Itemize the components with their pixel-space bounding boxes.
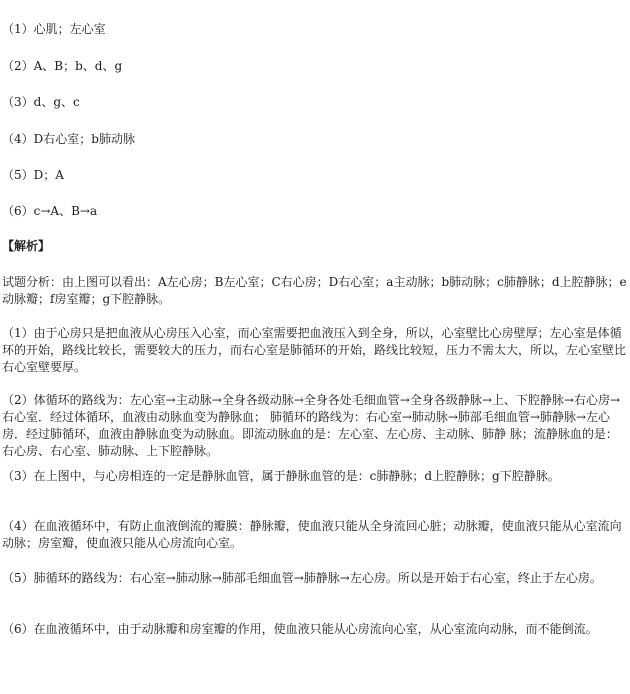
explanation-3: （3）在上图中，与心房相连的一定是静脉血管，属于静脉血管的是：c肺静脉；d上腔静脉；g下腔静脉。 xyxy=(2,469,560,483)
answer-1: （1）心肌；左心室 xyxy=(2,22,106,36)
answer-4: （4）D右心室；b肺动脉 xyxy=(2,132,135,146)
answer-3: （3）d、g、c xyxy=(2,95,80,109)
answer-5: （5）D；A xyxy=(2,168,64,182)
explanation-5: （5）肺循环的路线为：右心室→肺动脉→肺部毛细血管→肺静脉→左心房。所以是开始于右心室，终止于左心房。 xyxy=(2,571,602,585)
explanation-2: （2）体循环的路线为：左心室→主动脉→全身各级动脉→全身各处毛细血管→全身各级静脉→上、下腔静脉→右心房→右心室．经过体循环，血液由动脉血变为静脉血； 肺循环的路线为：右心室→肺动脉→肺部毛细血管→肺静脉→左心房．经过肺循环，血液由静脉血变为动脉血。即流动脉血的是：左心室、左心房、主动脉、肺静 脉；流静脉血的是：右心房、右心室、肺动脉、上下腔静脉。 xyxy=(2,393,621,458)
explanation-4: （4）在血液循环中，有防止血液倒流的瓣膜：静脉瓣，使血液只能从全身流回心脏；动脉瓣，使血液只能从心室流向动脉；房室瓣，使血液只能从心房流向心室。 xyxy=(2,519,622,550)
answer-2: （2）A、B；b、d、g xyxy=(2,59,123,73)
analysis-heading: 【解析】 xyxy=(2,239,51,253)
explanation-6: （6）在血液循环中，由于动脉瓣和房室瓣的作用，使血液只能从心房流向心室，从心室流向动脉，而不能倒流。 xyxy=(2,622,598,636)
answer-6: （6）c→A、B→a xyxy=(2,204,98,218)
analysis-intro: 试题分析：由上图可以看出：A左心房；B左心室；C右心房；D右心室；a主动脉；b肺动脉；c肺静脉；d上腔静脉；e动脉瓣；f房室瓣；g下腔静脉。 xyxy=(2,275,627,306)
explanation-1: （1）由于心房只是把血液从心房压入心室，而心室需要把血液压入到全身，所以，心室壁比心房壁厚；左心室是体循环的开始，路线比较长，需要较大的压力，而右心室是肺循环的开始，路线比较短，压力不需太大，所以，左心室壁比右心室壁要厚。 xyxy=(2,326,627,374)
